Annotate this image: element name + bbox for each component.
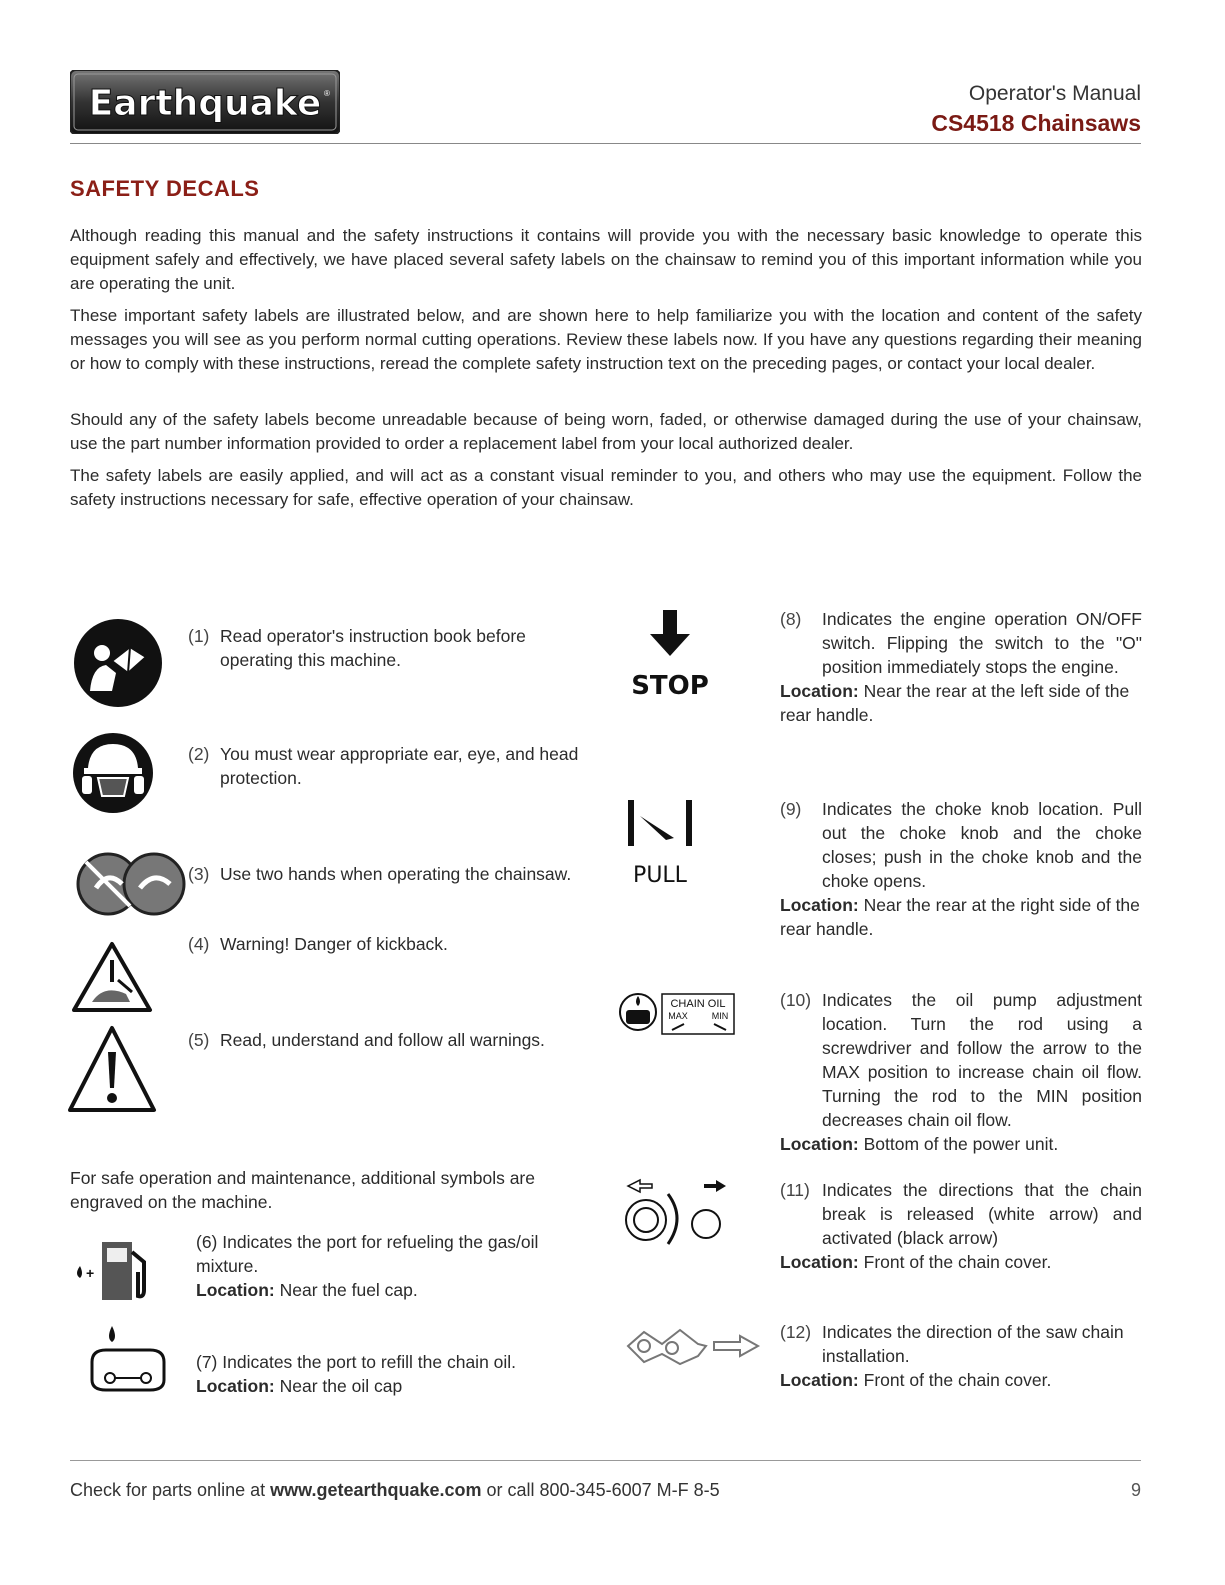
chain-oil-icon xyxy=(88,1322,168,1394)
kickback-warning-icon xyxy=(70,940,154,1014)
location-label: Location xyxy=(780,681,853,701)
item-text: Indicates the choke knob location. Pull out the choke knob and the choke closes; push in the choke knob and the choke opens. xyxy=(822,799,1142,891)
decal-item-7: (7) Indicates the port to refill the chain oil. Location: Near the oil cap xyxy=(196,1352,517,1396)
stop-label: STOP xyxy=(631,671,709,701)
decal-item-9: (9) Indicates the choke knob location. Pull out the choke knob and the choke closes; push in the choke knob and the choke opens. Location: Near the rear at the right side of the rear handle. xyxy=(780,799,1142,939)
item-text: Read operator's instruction book before operating this machine. xyxy=(220,626,526,670)
chain-oil-label: CHAIN OIL xyxy=(670,998,726,1010)
item-text: Indicates the directions that the chain break is released (white arrow) and activated (black arrow) xyxy=(822,1180,1142,1248)
engraved-intro: For safe operation and maintenance, additional symbols are engraved on the machine. xyxy=(70,1168,535,1212)
item-number: (2) xyxy=(188,744,210,764)
decal-item-5 xyxy=(188,1028,590,1052)
footer-prefix: Check for parts online at xyxy=(70,1480,271,1500)
intro-paragraph: These important safety labels are illustrated below, and are shown here to help familiarize you with the location and content of the safety messages you will see as you perform normal cutting operations. Review these labels now. If you have any questions regarding their meaning or how to comply with these instructions, reread the complete safety instruction text on the preceding pages, or contact your local dealer. xyxy=(70,306,1142,373)
item-number: (1) xyxy=(188,626,210,646)
item-number: (5) xyxy=(188,1030,210,1050)
svg-text:Earthquake: Earthquake xyxy=(88,83,322,124)
footer-divider xyxy=(70,1460,1141,1461)
item-number: (3) xyxy=(188,864,210,884)
model-title: CS4518 Chainsaws xyxy=(931,110,1141,136)
location-text: Near the rear at the right side of the rear handle. xyxy=(780,895,1140,939)
location-label: Location xyxy=(780,895,853,915)
intro-paragraph: Although reading this manual and the safety instructions it contains will provide you with the necessary basic knowledge to operate this equipment safely and effectively, we have placed several safety labels on the chainsaw to remind you of this important information while you are operating the unit. xyxy=(70,226,1142,293)
min-label: MIN xyxy=(711,1011,729,1021)
location-text: Bottom of the power unit. xyxy=(863,1134,1059,1154)
pull-label: PULL xyxy=(633,863,687,886)
item-text: Indicates the oil pump adjustment location. Turn the rod using a screwdriver and follow the arrow to the MAX position to increase chain oil flow. Turning the rod to the MIN position decreases chain oil flow. xyxy=(822,990,1142,1130)
decal-item-3 xyxy=(188,862,590,886)
decal-item-8: (8) Indicates the engine operation ON/OFF switch. Flipping the switch to the "O" position immediately stops the engine. Location: Near the rear at the left side of the rear handle. xyxy=(780,609,1142,725)
item-text: Indicates the direction of the saw chain installation. xyxy=(822,1322,1124,1366)
item-number: (8) xyxy=(780,609,802,629)
earthquake-logo xyxy=(70,70,340,134)
location-label: Location xyxy=(196,1376,269,1396)
location-text: Near the fuel cap. xyxy=(279,1280,418,1300)
item-text: Read, understand and follow all warnings. xyxy=(220,1030,545,1050)
location-label: Location xyxy=(780,1370,853,1390)
location-label: Location xyxy=(780,1134,853,1154)
svg-text:+: + xyxy=(86,1265,95,1281)
section-title: SAFETY DECALS xyxy=(70,176,260,201)
svg-text:®: ® xyxy=(324,89,330,98)
decal-item-12: (12) Indicates the direction of the saw chain installation. Location: Front of the chain cover. xyxy=(780,1320,1142,1392)
footer-suffix: or call 800-345-6007 M-F 8-5 xyxy=(481,1480,720,1500)
item-text: Indicates the port for refueling the gas/oil mixture. xyxy=(196,1232,539,1276)
intro-paragraph: Should any of the safety labels become unreadable because of being worn, faded, or otherwise damaged during the use of your chainsaw, use the part number information provided to order a replacement label from your local authorized dealer. xyxy=(70,410,1142,453)
decal-item-1 xyxy=(188,624,590,672)
decal-item-2 xyxy=(188,742,590,790)
location-label: Location xyxy=(780,1252,853,1272)
item-text: Warning! Danger of kickback. xyxy=(220,934,448,954)
item-text: Indicates the engine operation ON/OFF switch. Flipping the switch to the "O" position immediately stops the engine. xyxy=(822,609,1142,677)
location-text: Front of the chain cover. xyxy=(863,1252,1052,1272)
item-text: Indicates the port to refill the chain oil. xyxy=(222,1352,517,1372)
warning-triangle-icon xyxy=(66,1024,158,1114)
read-manual-icon xyxy=(72,617,164,709)
location-label: Location xyxy=(196,1280,269,1300)
page-number: 9 xyxy=(1130,1480,1141,1500)
item-number: (4) xyxy=(188,934,210,954)
location-text: Front of the chain cover. xyxy=(863,1370,1052,1390)
header-divider xyxy=(70,143,1141,144)
oil-pump-icon xyxy=(618,988,738,1038)
fuel-pump-icon xyxy=(72,1236,158,1302)
item-number: (6) xyxy=(196,1232,218,1252)
two-hands-icon xyxy=(74,850,186,918)
item-number: (12) xyxy=(780,1322,812,1342)
manual-label: Operator's Manual xyxy=(968,82,1141,105)
max-label: MAX xyxy=(668,1011,688,1021)
location-text: Near the rear at the left side of the rear handle. xyxy=(780,681,1130,725)
item-number: (7) xyxy=(196,1352,218,1372)
choke-icon xyxy=(626,786,706,886)
head-protection-icon xyxy=(72,732,154,814)
item-text: Use two hands when operating the chainsaw. xyxy=(220,864,572,884)
item-text: You must wear appropriate ear, eye, and head protection. xyxy=(220,744,579,788)
stop-switch-icon xyxy=(620,606,720,702)
chain-direction-icon xyxy=(622,1322,762,1370)
decal-item-6: (6) Indicates the port for refueling the gas/oil mixture. Location: Near the fuel cap. xyxy=(196,1232,539,1300)
footer-contact xyxy=(70,1480,720,1501)
intro-paragraph: The safety labels are easily applied, and will act as a constant visual reminder to you, and others who may use the equipment. Follow the safety instructions necessary for safe, effective operation of your chainsaw. xyxy=(70,466,1142,509)
chain-brake-icon xyxy=(620,1176,730,1248)
location-text: Near the oil cap xyxy=(279,1376,403,1396)
item-number: (11) xyxy=(780,1180,810,1200)
website-link[interactable]: www.getearthquake.com xyxy=(270,1480,482,1500)
item-number: (10) xyxy=(780,990,812,1010)
decal-item-11: (11) Indicates the directions that the chain break is released (white arrow) and activated (black arrow) Location: Front of the chain cover. xyxy=(780,1180,1142,1272)
decal-item-10: (10) Indicates the oil pump adjustment location. Turn the rod using a screwdriver and follow the arrow to the MAX position to increase chain oil flow. Turning the rod to the MIN position decreases chain oil flow. Location: Bottom of the power unit. xyxy=(780,990,1142,1154)
item-number: (9) xyxy=(780,799,802,819)
decal-item-4 xyxy=(188,932,590,956)
